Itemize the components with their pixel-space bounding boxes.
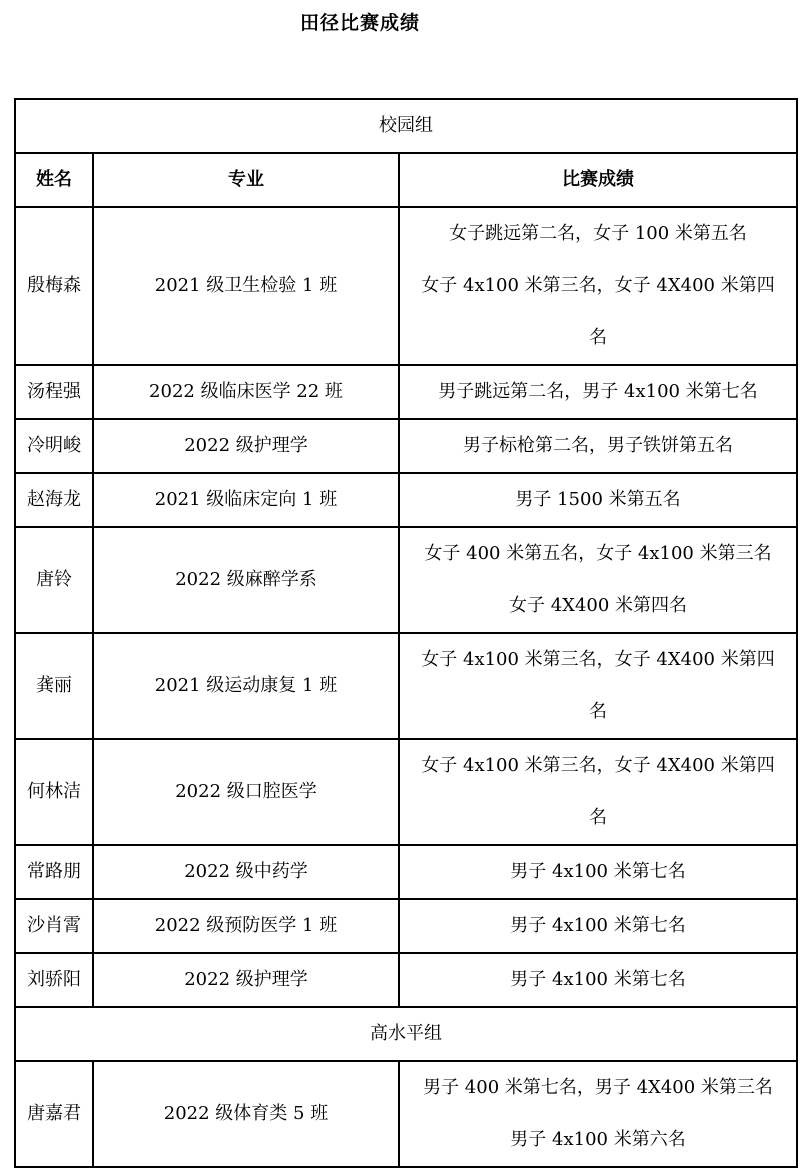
athlete-name-cell: 常路朋 <box>15 845 93 899</box>
table-row <box>15 473 797 527</box>
group-header-row <box>15 99 797 153</box>
result-cell <box>399 633 797 739</box>
table-row <box>15 899 797 953</box>
result-line: 男子 4x100 米第七名 <box>510 969 686 990</box>
athlete-name-cell: 唐嘉君 <box>15 1061 93 1167</box>
result-cell <box>399 527 797 633</box>
athlete-name-cell: 龚丽 <box>15 633 93 739</box>
major-cell: 2022 级中药学 <box>93 845 399 899</box>
table-row <box>15 1061 797 1167</box>
athlete-name-cell: 赵海龙 <box>15 473 93 527</box>
major-cell: 2022 级护理学 <box>93 953 399 1007</box>
result-line: 女子 4x100 米第三名，女子 4X400 米第四 <box>421 275 775 296</box>
result-line: 男子 1500 米第五名 <box>515 489 681 510</box>
table-row <box>15 739 797 845</box>
athlete-name-cell: 刘骄阳 <box>15 953 93 1007</box>
major-cell: 2022 级护理学 <box>93 419 399 473</box>
document-title: 田径比赛成绩 <box>300 12 421 34</box>
result-line: 名 <box>589 807 607 828</box>
table-row <box>15 633 797 739</box>
result-line: 男子跳远第二名，男子 4x100 米第七名 <box>438 381 758 402</box>
major-cell: 2022 级预防医学 1 班 <box>93 899 399 953</box>
result-cell <box>399 365 797 419</box>
column-header-result: 比赛成绩 <box>399 153 797 207</box>
result-line: 女子 400 米第五名，女子 4x100 米第三名 <box>424 543 772 564</box>
results-table-body <box>15 99 797 1167</box>
result-cell <box>399 899 797 953</box>
result-line: 女子 4x100 米第三名，女子 4X400 米第四 <box>421 755 775 776</box>
table-row <box>15 365 797 419</box>
table-row <box>15 419 797 473</box>
result-cell <box>399 845 797 899</box>
column-header-name: 姓名 <box>15 153 93 207</box>
result-cell <box>399 419 797 473</box>
athlete-name-cell: 殷梅森 <box>15 207 93 365</box>
table-row <box>15 207 797 365</box>
table-row <box>15 845 797 899</box>
results-table <box>14 98 798 1168</box>
major-cell: 2022 级麻醉学系 <box>93 527 399 633</box>
result-cell <box>399 1061 797 1167</box>
result-line: 名 <box>589 701 607 722</box>
table-row <box>15 527 797 633</box>
result-line: 男子 4x100 米第七名 <box>510 915 686 936</box>
athlete-name-cell: 沙肖霄 <box>15 899 93 953</box>
major-cell: 2022 级临床医学 22 班 <box>93 365 399 419</box>
column-header-major: 专业 <box>93 153 399 207</box>
result-line: 女子跳远第二名，女子 100 米第五名 <box>449 223 747 244</box>
column-header-row <box>15 153 797 207</box>
major-cell: 2021 级卫生检验 1 班 <box>93 207 399 365</box>
result-line: 女子 4X400 米第四名 <box>508 595 688 616</box>
result-cell <box>399 739 797 845</box>
result-line: 名 <box>589 327 607 348</box>
major-cell: 2021 级临床定向 1 班 <box>93 473 399 527</box>
result-line: 男子 400 米第七名，男子 4X400 米第三名 <box>423 1077 773 1098</box>
major-cell: 2022 级体育类 5 班 <box>93 1061 399 1167</box>
result-line: 男子标枪第二名，男子铁饼第五名 <box>463 435 733 456</box>
group-label-campus: 校园组 <box>15 99 797 153</box>
group-header-row <box>15 1007 797 1061</box>
athlete-name-cell: 冷明峻 <box>15 419 93 473</box>
result-line: 女子 4x100 米第三名，女子 4X400 米第四 <box>421 649 775 670</box>
result-cell <box>399 473 797 527</box>
result-cell <box>399 953 797 1007</box>
result-cell <box>399 207 797 365</box>
major-cell: 2022 级口腔医学 <box>93 739 399 845</box>
athlete-name-cell: 何林洁 <box>15 739 93 845</box>
group-label: 高水平组 <box>15 1007 797 1061</box>
result-line: 男子 4x100 米第六名 <box>510 1129 686 1150</box>
result-line: 男子 4x100 米第七名 <box>510 861 686 882</box>
athlete-name-cell: 唐铃 <box>15 527 93 633</box>
major-cell: 2021 级运动康复 1 班 <box>93 633 399 739</box>
table-row <box>15 953 797 1007</box>
athlete-name-cell: 汤程强 <box>15 365 93 419</box>
